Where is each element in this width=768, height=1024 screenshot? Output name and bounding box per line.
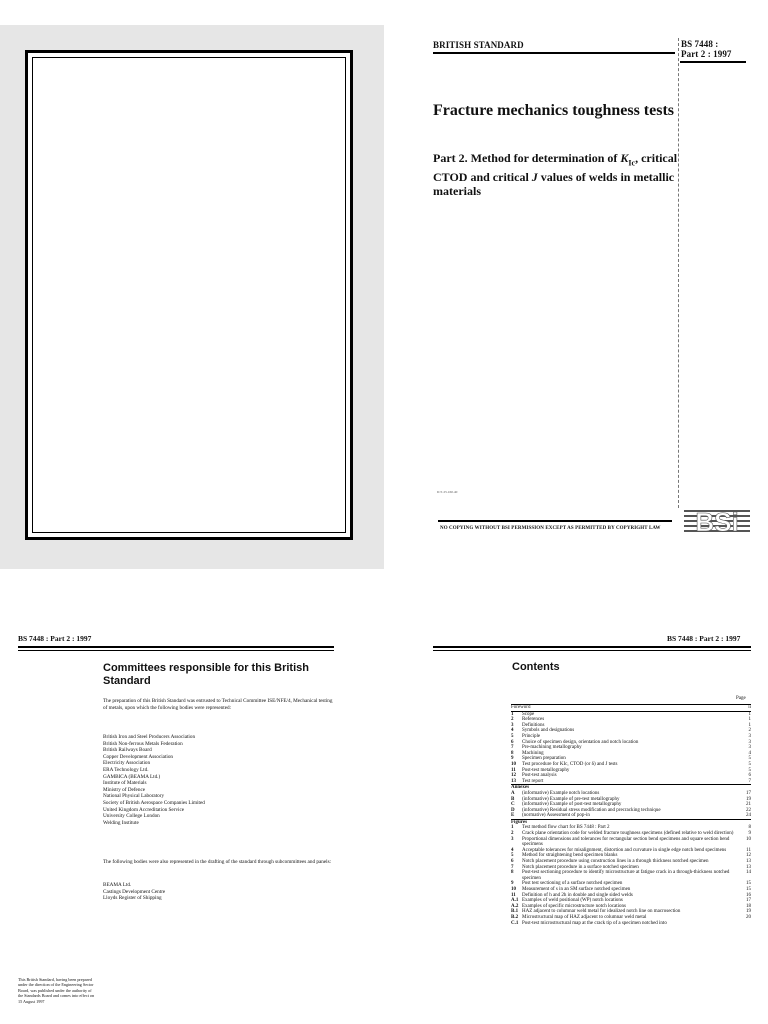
list-item: Welding Institute	[103, 819, 139, 826]
toc-row-foreword[interactable]	[511, 704, 751, 711]
list-item: BEAMA Ltd.	[103, 882, 132, 888]
toc-label: Proportional dimensions and tolerances for rectangular section bend specimens and square section bend specimens	[522, 836, 730, 848]
toc-row[interactable]	[511, 921, 751, 927]
publication-side-note: This British Standard, having been prepared under the direction of the Engineering Sector Board, was published under the authority of the Standards Board and comes into effect on 15 August 1997	[18, 977, 95, 1004]
toc-number: 2	[511, 831, 514, 837]
toc-label: (normative) Assessment of pop-in	[522, 813, 590, 819]
toc-number: 9	[511, 881, 514, 887]
toc-page: 15	[746, 887, 751, 892]
toc-label: Notch placement procedure using construction lines in a through thickness notched specimen	[522, 859, 709, 865]
toc-label: Symbols and designations	[522, 728, 575, 734]
list-item: Ministry of Defence	[103, 786, 146, 793]
ics-code: ICS 25.160.40	[437, 490, 458, 494]
page-frame	[25, 50, 353, 540]
toc-number: A.1	[511, 898, 519, 904]
contents-title: Contents	[512, 661, 560, 673]
toc-label: Method for straightening bend specimen blanks	[522, 853, 618, 859]
toc-number: 11	[511, 892, 516, 898]
list-item: United Kingdom Accreditation Service	[103, 806, 185, 813]
toc-number: 4	[511, 728, 514, 734]
bsi-logo-text: BSi	[695, 508, 739, 534]
toc-label: Post-test sectioning procedure to identify microstructure at fatigue crack in a through-thickness notched specimen	[522, 870, 730, 881]
toc-label: Notch placement procedure in a surface notched specimen	[522, 864, 639, 870]
list-item: Institute of Materials	[103, 780, 147, 787]
copyright-rule	[438, 520, 672, 522]
list-item: Lloyds Register of Shipping	[103, 895, 162, 902]
toc-page: 3	[748, 733, 751, 739]
toc-number: 4	[511, 847, 514, 853]
toc-label: (informative) Residual stress modification and precracking technique	[522, 807, 661, 813]
toc-row[interactable]	[511, 837, 751, 848]
toc-label: Principle	[522, 733, 541, 739]
list-item: British Railways Board	[103, 747, 152, 754]
toc-page: 8	[748, 825, 751, 831]
header-rule-right	[433, 646, 751, 648]
toc-number: 3	[511, 722, 514, 728]
toc-section-heading: Annexes	[511, 784, 751, 791]
toc-page: 7	[748, 778, 751, 784]
toc-number: 7	[511, 745, 514, 751]
toc-number: A	[511, 790, 515, 796]
toc-label: Post test sectioning of a surface notched specimen	[522, 881, 623, 887]
page-header-left: BS 7448 : Part 2 : 1997	[18, 634, 92, 643]
toc-page: ii	[748, 705, 751, 710]
toc-label: Definitions	[522, 722, 545, 728]
toc-label: Definition of h and 2h in double and single sided welds	[522, 892, 633, 898]
toc-label: Test method flow chart for BS 7448 : Part 2	[522, 825, 610, 831]
committees-intro: The preparation of this British Standard was entrusted to Technical Committee ISE/NFE/4, Mechanical testing of metals, upon which the following bodies were represented:	[103, 698, 333, 711]
toc-label: Post-test analysis	[522, 773, 557, 779]
ref-rule	[680, 61, 746, 63]
toc-label: Choice of specimen design, orientation and notch location	[522, 739, 639, 745]
toc-label: Scope	[522, 711, 535, 717]
toc-page: 5	[748, 761, 751, 767]
header-rule-left	[18, 646, 334, 648]
toc-number: C.1	[511, 920, 519, 926]
bsi-logo	[684, 508, 750, 534]
list-item: Copper Development Association	[103, 753, 174, 760]
toc-label: (informative) Example of pre-test metallography	[522, 796, 620, 802]
committees-also-text: The following bodies were also represented in the drafting of the standard through subcommittees and panels:	[103, 859, 332, 865]
toc-page	[741, 921, 751, 927]
toc-row[interactable]	[511, 870, 751, 881]
toc-number: 8	[511, 870, 514, 876]
list-item: National Physical Laboratory	[103, 793, 165, 800]
toc-number: 1	[511, 825, 514, 831]
page-header-right: BS 7448 : Part 2 : 1997	[667, 634, 741, 643]
toc-number: 9	[511, 756, 514, 762]
toc-number: 11	[511, 767, 516, 773]
toc-label: References	[522, 717, 545, 723]
toc-number: 5	[511, 853, 514, 859]
cover-left-panel	[0, 25, 384, 569]
toc-page: 15	[746, 881, 751, 887]
toc-page: 3	[748, 745, 751, 751]
toc-page: 22	[746, 807, 751, 813]
standard-ref-line2: Part 2 : 1997	[681, 49, 732, 59]
toc-page: 17	[746, 790, 751, 796]
toc-number: D	[511, 807, 515, 813]
toc-page: 3	[748, 739, 751, 745]
toc-label: Post-test microstructural map at the crack tip of a specimen notched into	[522, 920, 667, 926]
toc-label: Test report	[522, 778, 544, 784]
toc-page: 1	[748, 717, 751, 723]
page-frame-inner	[32, 57, 346, 533]
toc-number: 5	[511, 733, 514, 739]
toc-page: 1	[748, 722, 751, 728]
toc-number: 10	[511, 887, 516, 892]
toc-number: 1	[511, 711, 514, 717]
toc-number: 8	[511, 750, 514, 756]
toc-label: Post-test metallography	[522, 767, 570, 773]
committees-title: Committees responsible for this British Standard	[103, 662, 309, 687]
toc-page: 14	[746, 870, 751, 876]
toc-page: 4	[748, 750, 751, 756]
cover-rule	[433, 52, 675, 54]
toc-label: Measurement of s in an SM surface notched specimen	[522, 887, 631, 892]
header-rule-left-thin	[18, 650, 334, 651]
list-item: Society of British Aerospace Companies Limited	[103, 799, 205, 806]
toc-page: 12	[746, 853, 751, 859]
toc-page: 5	[748, 756, 751, 762]
toc-number: 2	[511, 717, 514, 723]
toc-page: 10	[746, 836, 751, 842]
toc-label: HAZ adjacent to columnar weld metal for idealized notch line on macrosection	[522, 909, 681, 915]
toc-number: 10	[511, 761, 516, 767]
toc-number: B.2	[511, 914, 519, 920]
toc-label: Machining	[522, 750, 544, 756]
toc-page: 6	[748, 773, 751, 779]
toc-page: 20	[746, 914, 751, 920]
toc-label: (informative) Example of post-test metallography	[522, 802, 622, 808]
toc-label: Acceptable tolerances for misalignment, distortion and curvature in single edge notch bend specimens	[522, 847, 727, 853]
toc-number: 3	[511, 836, 514, 842]
toc-section-heading: Figures	[511, 819, 751, 826]
list-item: British Iron and Steel Producers Association	[103, 734, 196, 740]
toc-label: Foreword	[511, 705, 531, 710]
toc-label: Examples of specific microstructure notch locations	[522, 903, 626, 909]
toc-page: 21	[746, 802, 751, 808]
toc-page: 19	[746, 909, 751, 915]
toc-page: 19	[746, 796, 751, 802]
toc-number: C	[511, 802, 515, 808]
toc-number: B	[511, 796, 515, 802]
list-item: ERA Technology Ltd.	[103, 766, 149, 773]
toc-label: Crack plane orientation code for welded fracture toughness specimens (defined relative to weld direction)	[522, 831, 734, 837]
toc-page: 2	[748, 728, 751, 734]
also-bodies-list	[103, 882, 333, 902]
document-title: Fracture mechanics toughness tests	[433, 102, 675, 119]
copyright-notice: NO COPYING WITHOUT BSI PERMISSION EXCEPT AS PERMITTED BY COPYRIGHT LAW	[440, 526, 661, 531]
header-rule-right-thin	[433, 650, 751, 651]
toc-page: 1	[748, 711, 751, 717]
toc-page: 9	[748, 831, 751, 837]
page-column-label: Page	[736, 696, 746, 701]
document-subtitle: Part 2. Method for determination of $K_{Ic}$, critical CTOD and critical J values of welds in metallic materials	[433, 151, 678, 199]
toc-number: 12	[511, 773, 516, 779]
toc-page: 24	[746, 813, 751, 819]
list-item: GAMBICA (BEAMA Ltd.)	[103, 773, 161, 780]
toc-number: A.2	[511, 903, 519, 909]
toc-label: Test procedure for KIc, CTOD (or δ) and J tests	[522, 761, 618, 767]
toc-label: Specimen preparation	[522, 756, 566, 762]
toc-label: Microstructural map of HAZ adjacent to columnar weld metal	[522, 914, 647, 920]
toc-number: 7	[511, 864, 514, 870]
toc-number: 13	[511, 778, 516, 784]
toc-row[interactable]	[511, 779, 751, 785]
publisher-label: BRITISH STANDARD	[433, 40, 524, 50]
list-item: Castings Development Centre	[103, 888, 166, 895]
toc-page: 16	[746, 892, 751, 898]
table-of-contents	[511, 704, 751, 926]
list-item: British Non-ferrous Metals Federation	[103, 740, 183, 747]
toc-label: Pre-machining metallography	[522, 745, 582, 751]
toc-page: 13	[746, 864, 751, 870]
standard-ref-line1: BS 7448 :	[681, 39, 719, 49]
toc-number: 6	[511, 859, 514, 865]
toc-number: 6	[511, 739, 514, 745]
toc-label: Examples of weld positional (WP) notch locations	[522, 898, 623, 904]
toc-number: E	[511, 813, 515, 819]
toc-page: 13	[746, 859, 751, 865]
toc-label: (informative) Example notch locations	[522, 790, 600, 796]
list-item: Electricity Association	[103, 760, 151, 767]
toc-number: B.1	[511, 909, 519, 915]
toc-page: 17	[746, 898, 751, 904]
committee-bodies-list	[103, 734, 333, 826]
toc-page: 18	[746, 903, 751, 909]
toc-row[interactable]	[511, 711, 751, 718]
toc-page: 11	[746, 847, 751, 853]
toc-row[interactable]	[511, 813, 751, 819]
list-item: University College London	[103, 813, 160, 820]
toc-page: 5	[748, 767, 751, 773]
